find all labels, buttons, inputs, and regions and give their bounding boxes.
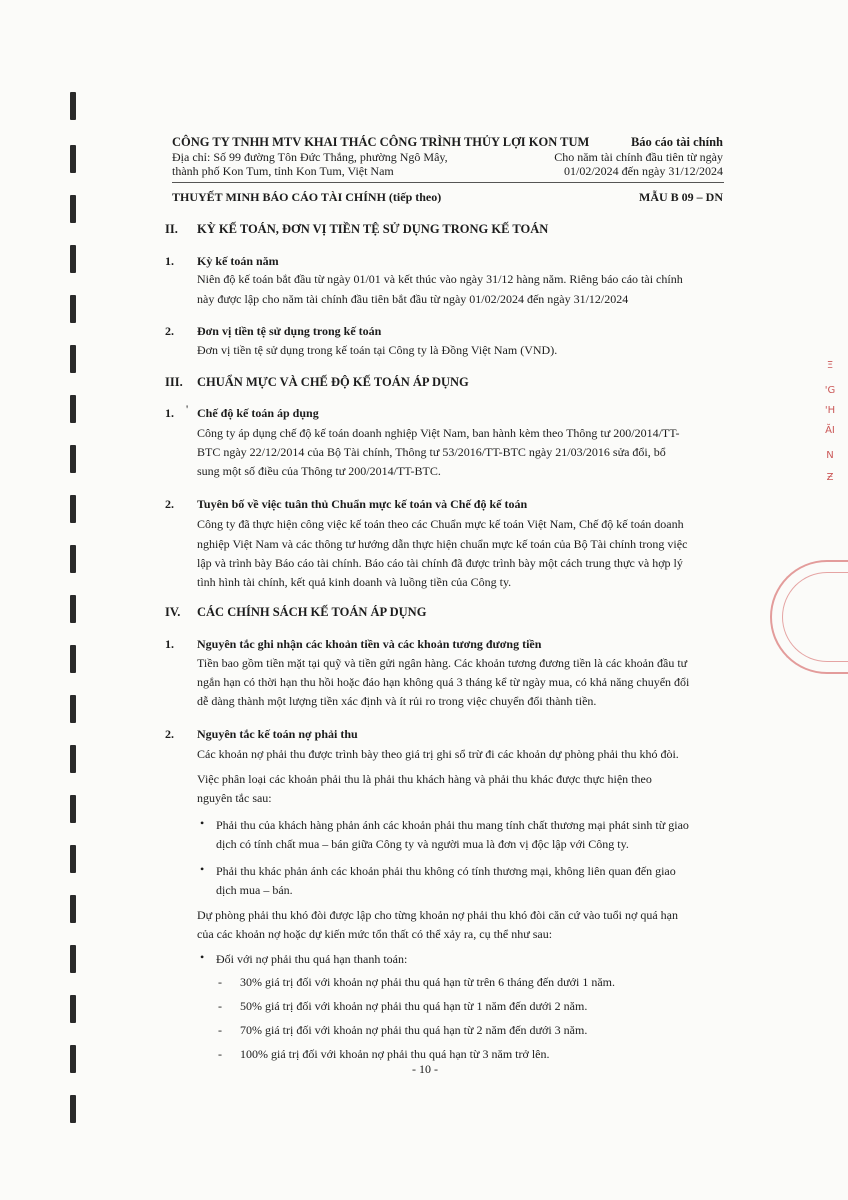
binder-mark bbox=[70, 945, 76, 973]
binder-mark bbox=[70, 895, 76, 923]
binder-mark bbox=[70, 295, 76, 323]
bullet: • bbox=[200, 816, 205, 830]
bullet: • bbox=[200, 862, 205, 876]
binder-mark bbox=[70, 745, 76, 773]
stamp-glyph: ĂI bbox=[825, 425, 835, 436]
binder-mark bbox=[70, 645, 76, 673]
company-address-line1: Địa chỉ: Số 99 đường Tôn Đức Thắng, phường Ngô Mây, bbox=[172, 150, 448, 164]
report-period-line1: Cho năm tài chính đầu tiên từ ngày bbox=[554, 150, 723, 164]
paragraph-line: Tiền bao gồm tiền mặt tại quỹ và tiền gửi ngân hàng. Các khoản tương đương tiền là các khoản đầu tư bbox=[197, 656, 688, 670]
binder-mark bbox=[70, 545, 76, 573]
paragraph-line: Công ty đã thực hiện công việc kế toán theo các Chuẩn mực kế toán Việt Nam, Chế độ kế toán doanh bbox=[197, 517, 684, 531]
stamp-glyph: N bbox=[826, 450, 834, 461]
paragraph-line: Các khoản nợ phải thu được trình bày theo giá trị ghi sổ trừ đi các khoản dự phòng phải thu khó đòi. bbox=[197, 747, 679, 761]
binder-mark bbox=[70, 445, 76, 473]
dash: - bbox=[218, 1047, 222, 1061]
bullet-text: dịch mua – bán. bbox=[216, 883, 293, 897]
company-address-line2: thành phố Kon Tum, tỉnh Kon Tum, Việt Nam bbox=[172, 164, 394, 178]
section-number: II. bbox=[165, 222, 178, 236]
binder-mark bbox=[70, 1095, 76, 1123]
binder-mark bbox=[70, 1045, 76, 1073]
paragraph-line: Đơn vị tiền tệ sử dụng trong kế toán tại Công ty là Đồng Việt Nam (VND). bbox=[197, 343, 558, 357]
bullet: • bbox=[200, 950, 205, 964]
stamp-glyph: Ƶ bbox=[826, 472, 834, 483]
notes-title: THUYẾT MINH BÁO CÁO TÀI CHÍNH (tiếp theo) bbox=[172, 190, 442, 204]
binder-mark bbox=[70, 695, 76, 723]
stamp-glyph: 'G bbox=[824, 385, 836, 396]
stamp-glyph: 'H bbox=[824, 405, 836, 416]
dash-item: 100% giá trị đối với khoản nợ phải thu quá hạn từ 3 năm trở lên. bbox=[240, 1047, 550, 1061]
binder-mark bbox=[70, 795, 76, 823]
binder-mark bbox=[70, 845, 76, 873]
paragraph-line: BTC ngày 22/12/2014 của Bộ Tài chính, Thông tư 53/2016/TT-BTC ngày 21/03/2016 sửa đổi, bổ bbox=[197, 445, 666, 459]
paragraph-line: lập và trình bày Báo cáo tài chính. Báo cáo tài chính đã được trình bày một cách trung thực và hợp lý bbox=[197, 556, 683, 570]
binder-mark bbox=[70, 595, 76, 623]
dash: - bbox=[218, 1023, 222, 1037]
section-number: IV. bbox=[165, 605, 181, 619]
item-number: 2. bbox=[165, 324, 174, 338]
dash: - bbox=[218, 975, 222, 989]
item-title: Đơn vị tiền tệ sử dụng trong kế toán bbox=[197, 324, 382, 338]
paragraph-line: Niên độ kế toán bắt đầu từ ngày 01/01 và kết thúc vào ngày 31/12 hàng năm. Riêng báo cáo tài chính bbox=[197, 272, 683, 286]
paragraph-line: của các khoản nợ hoặc dự kiến mức tổn thất có thể xảy ra, cụ thể như sau: bbox=[197, 927, 553, 941]
dash-item: 30% giá trị đối với khoản nợ phải thu quá hạn từ trên 6 tháng đến dưới 1 năm. bbox=[240, 975, 615, 989]
bullet-text: Đối với nợ phải thu quá hạn thanh toán: bbox=[216, 952, 408, 966]
company-name: CÔNG TY TNHH MTV KHAI THÁC CÔNG TRÌNH THỦY LỢI KON TUM bbox=[172, 135, 590, 149]
item-title: Nguyên tắc ghi nhận các khoản tiền và các khoản tương đương tiền bbox=[197, 637, 542, 651]
binder-mark bbox=[70, 495, 76, 523]
form-number: MẪU B 09 – DN bbox=[639, 190, 723, 204]
stamp-glyph: Ξ bbox=[826, 360, 834, 371]
item-number: 1. bbox=[165, 406, 174, 420]
page-number: - 10 - bbox=[412, 1062, 438, 1076]
item-title: Kỳ kế toán năm bbox=[197, 254, 279, 268]
item-title: Nguyên tắc kế toán nợ phải thu bbox=[197, 727, 358, 741]
paragraph-line: Việc phân loại các khoản phải thu là phải thu khách hàng và phải thu khác được thực hiện theo bbox=[197, 772, 652, 786]
item-title: Chế độ kế toán áp dụng bbox=[197, 406, 319, 420]
item-number: 1. bbox=[165, 254, 174, 268]
item-title: Tuyên bố về việc tuân thủ Chuẩn mực kế toán và Chế độ kế toán bbox=[197, 497, 528, 511]
dash-item: 70% giá trị đối với khoản nợ phải thu quá hạn từ 2 năm đến dưới 3 năm. bbox=[240, 1023, 588, 1037]
paragraph-line: tình hình tài chính, kết quả kinh doanh và luồng tiền của Công ty. bbox=[197, 575, 512, 589]
section-title: KỲ KẾ TOÁN, ĐƠN VỊ TIỀN TỆ SỬ DỤNG TRONG KẾ TOÁN bbox=[197, 222, 549, 236]
section-title: CHUẨN MỰC VÀ CHẾ ĐỘ KẾ TOÁN ÁP DỤNG bbox=[197, 375, 469, 389]
paragraph-line: này được lập cho năm tài chính đầu tiên bắt đầu từ ngày 01/02/2024 đến ngày 31/12/2024 bbox=[197, 292, 629, 306]
binder-mark bbox=[70, 395, 76, 423]
paragraph-line: nghiệp Việt Nam và các thông tư hướng dẫn thực hiện chuẩn mực kế toán của Bộ Tài chính trong việc bbox=[197, 537, 688, 551]
paragraph-line: Dự phòng phải thu khó đòi được lập cho từng khoản nợ phải thu khó đòi căn cứ vào tuổi nợ quá hạn bbox=[197, 908, 678, 922]
binder-mark bbox=[70, 145, 76, 173]
bullet-text: Phải thu khác phản ánh các khoản phải thu không có tính thương mại, không liên quan đến giao bbox=[216, 864, 676, 878]
binder-mark bbox=[70, 345, 76, 373]
report-title: Báo cáo tài chính bbox=[630, 135, 723, 149]
bullet-text: Phải thu của khách hàng phản ánh các khoản phải thu mang tính chất thương mại phát sinh từ giao bbox=[216, 818, 689, 832]
item-number: 2. bbox=[165, 497, 174, 511]
paragraph-line: dễ dàng thành một lượng tiền xác định và ít rủi ro trong việc chuyển đổi thành tiền. bbox=[197, 694, 597, 708]
binder-mark bbox=[70, 92, 76, 120]
header-divider bbox=[172, 182, 724, 183]
item-number: 1. bbox=[165, 637, 174, 651]
section-number: III. bbox=[165, 375, 183, 389]
binder-mark bbox=[70, 245, 76, 273]
dash-item: 50% giá trị đối với khoản nợ phải thu quá hạn từ 1 năm đến dưới 2 năm. bbox=[240, 999, 588, 1013]
paragraph-line: Công ty áp dụng chế độ kế toán doanh nghiệp Việt Nam, ban hành kèm theo Thông tư 200/2014/TT- bbox=[197, 426, 680, 440]
binder-mark bbox=[70, 995, 76, 1023]
stray-mark: ' bbox=[186, 402, 189, 416]
paragraph-line: sung một số điều của Thông tư 200/2014/TT-BTC. bbox=[197, 464, 441, 478]
bullet-text: dịch có tính chất mua – bán giữa Công ty và người mua là đơn vị độc lập với Công ty. bbox=[216, 837, 629, 851]
item-number: 2. bbox=[165, 727, 174, 741]
report-period-line2: 01/02/2024 đến ngày 31/12/2024 bbox=[564, 164, 723, 178]
paragraph-line: ngắn hạn có thời hạn thu hồi hoặc đáo hạn không quá 3 tháng kể từ ngày mua, có khả năng chuyển đổi bbox=[197, 675, 690, 689]
paragraph-line: nguyên tắc sau: bbox=[197, 791, 272, 805]
section-title: CÁC CHÍNH SÁCH KẾ TOÁN ÁP DỤNG bbox=[197, 605, 427, 619]
binder-mark bbox=[70, 195, 76, 223]
dash: - bbox=[218, 999, 222, 1013]
